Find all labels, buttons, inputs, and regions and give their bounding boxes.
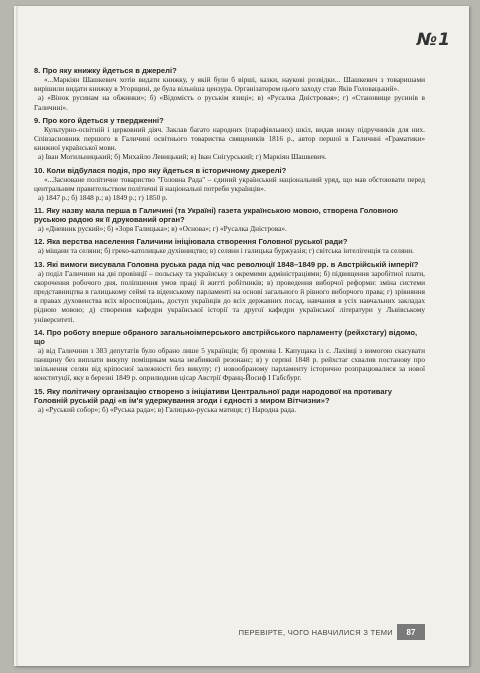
question-11 [34, 206, 425, 233]
questions-list [34, 66, 425, 418]
question-15 [34, 387, 425, 414]
question-options: а) «Дневник руский»; б) «Зоря Галицька»; в) «Основа»; г) «Русалка Дністрова». [38, 224, 287, 234]
question-title: 14. Про роботу вперше обраного загальноімперського австрійського парламенту (рейхстагу) відомо, що [34, 327, 418, 346]
handwritten-number: №1 [416, 30, 451, 50]
question-options: а) Іван Могильницький; б) Михайло Левицький; в) Іван Снігурський; г) Маркіян Шашкевич. [38, 152, 327, 162]
page-footer [14, 624, 469, 644]
question-options: а) міщани та селяни; б) греко-католицьке духівництво; в) селяни і галицька буржуазія; г) світська інтелігенція та селяни. [38, 246, 414, 256]
question-9 [34, 116, 425, 162]
question-options: а) 1847 р.; б) 1848 р.; в) 1849 р.; г) 1850 р. [38, 193, 168, 203]
question-10 [34, 166, 425, 203]
question-source: «...Маркіян Шашкевич хотів видати книжку, у якій були б вірші, казки, наукові розвідки... Шашкевич з товаришами вирішили видати книжку в Угорщині, де була вільніша цензура. Організатором цього заходу став Яків Головацький». [34, 75, 425, 94]
footer-section-title: ПЕРЕВІРТЕ, ЧОГО НАВЧИЛИСЯ З ТЕМИ [238, 628, 393, 637]
question-source: «...Засноване політичне товариство "Головна Рада" – єдиний український національний уряд, що мав обстоювати перед центральним правительством політичні й національні потреби українців». [34, 174, 425, 193]
question-title: 9. Про кого йдеться у твердженні? [34, 115, 164, 125]
question-options: а) від Галичини з 383 депутатів було обрано лише 5 українців; б) промова І. Капущака із с. Лахівці з вимогою скасувати панщину без виплати викупу поміщикам мала неабиякий резонанс; в) у серпні 1848 р. рейхстаг схвалив постанову про звільнення селян від кріпосної залежності без викупу; г) новообраному парламенту історично розпрацювалися за нової конституції, яку в березні 1849 р. оприлюднив цісар Австрії Франц-Йосиф І Габсбург. [34, 345, 425, 383]
question-13 [34, 260, 425, 324]
page-number: 87 [397, 624, 425, 640]
question-12 [34, 237, 425, 255]
question-options: а) «Руський собор»; б) «Руська рада»; в) Галицько-руська матиця; г) Народна рада. [38, 404, 297, 414]
question-title: 8. Про яку книжку йдеться в джерелі? [34, 66, 177, 75]
question-title: 15. Яку політичну організацію створено з ініціативи Центральної ради народової на противагу Головній руській раді «в ім'я удержування згоди і єдності з миром Вітчизни»? [34, 386, 392, 405]
question-title: 12. Яка верства населення Галичини ініціювала створення Головної руської ради? [34, 237, 348, 247]
question-options: а) поділ Галичини на дві провінції – польську та українську з окремими адміністраціями; б) підвищення заробітної плати, скорочення робочого дня, поліпшення умов праці й житті робітників; в) проведення виборчої реформи: зміна системи представництва в галицькому сеймі та віденському парламенті на основі загального й рівного виборчого права; г) зрівняння в правах духовенства всіх віросповідань, доступ українців до всіх державних посад, навчання в усіх навчальних закладах рідною мовою; д) створення кафедри української історії та другої кафедри української літератури у Львівському університеті. [34, 268, 425, 324]
textbook-page [14, 6, 469, 666]
question-8 [34, 66, 425, 112]
question-14 [34, 328, 425, 383]
question-title: 10. Коли відбулася подія, про яку йдеться в історичному джерелі? [34, 165, 287, 175]
question-options: а) «Вінок русинам на обжинки»; б) «Відомість о руськім язиці»; в) «Русалка Дністровая»; г) «Становище русинів в Галичині». [34, 93, 425, 112]
question-source: Культурно-освітній і церковний діяч. Заклав багато народних (парафіяльних) шкіл, видав низку підручників для них. Співзасновник першого в Галичині освітнього товариства священиків 1816 р., автор першої в Галичині «Граматики» книжної української мови. [34, 124, 425, 153]
question-title: 13. Які вимоги висувала Головна руська рада під час революції 1848–1849 рр. в Австрійській імперії? [34, 259, 419, 269]
question-title: 11. Яку назву мала перша в Галичині (та Україні) газета українською мовою, створена Головною руською радою як її друкований орган? [34, 206, 398, 225]
